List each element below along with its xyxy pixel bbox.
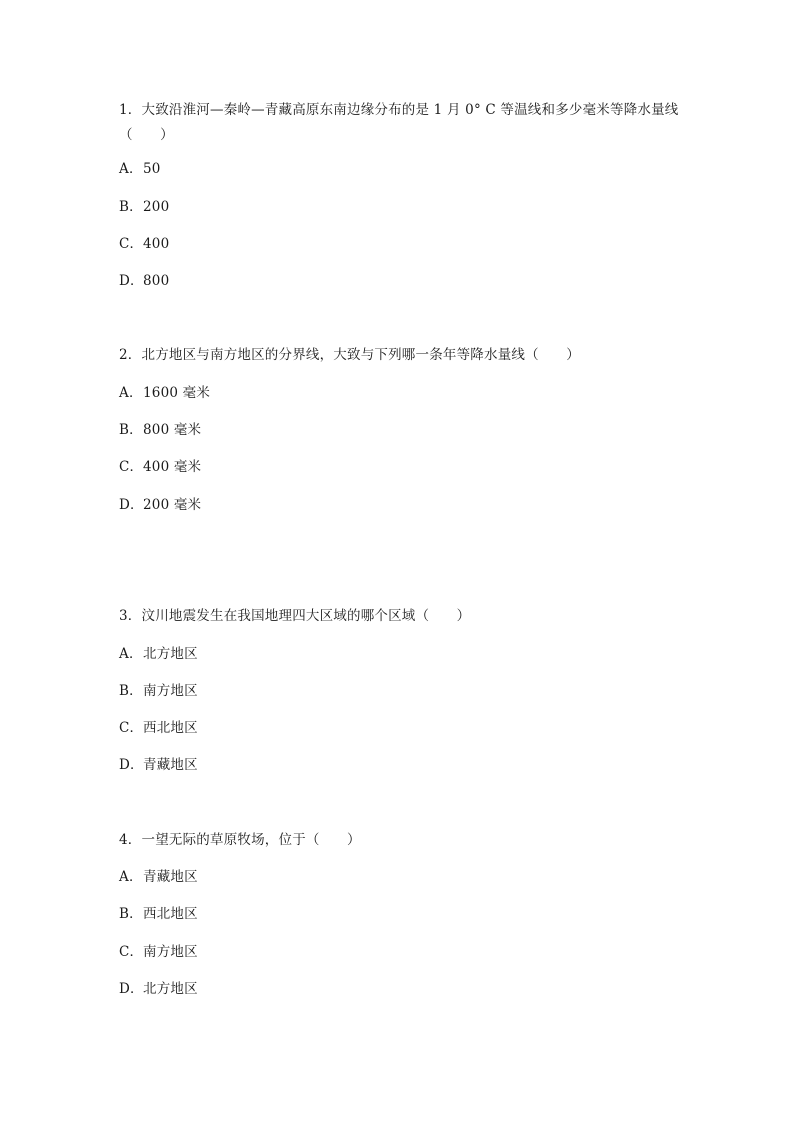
- option-text: 400 毫米: [143, 459, 202, 475]
- question-1-stem: 1．大致沿淮河—秦岭—青藏高原东南边缘分布的是 1 月 0° C 等温线和多少毫米等降水量线（ ）: [119, 102, 679, 143]
- option-text: 南方地区: [143, 944, 198, 960]
- option-text: 北方地区: [143, 646, 198, 662]
- option-letter: C．: [119, 720, 144, 736]
- question-3-option-d[interactable]: [119, 756, 198, 774]
- option-letter: D．: [119, 981, 144, 997]
- option-text: 青藏地区: [143, 869, 198, 885]
- question-4-option-a[interactable]: [119, 868, 198, 886]
- option-letter: B．: [119, 906, 143, 922]
- question-4-option-d[interactable]: [119, 980, 198, 998]
- option-text: 西北地区: [143, 906, 198, 922]
- question-2-option-d[interactable]: [119, 496, 201, 514]
- option-text: 200 毫米: [143, 497, 202, 513]
- question-1-option-d[interactable]: [119, 272, 169, 290]
- option-text: 西北地区: [143, 720, 198, 736]
- option-letter: D．: [119, 757, 144, 773]
- option-letter: D．: [119, 273, 144, 289]
- option-letter: C．: [119, 236, 144, 252]
- question-2-stem: 2．北方地区与南方地区的分界线，大致与下列哪一条年等降水量线（ ）: [119, 347, 580, 363]
- option-text: 青藏地区: [143, 757, 198, 773]
- option-text: 800 毫米: [143, 422, 202, 438]
- option-letter: A．: [119, 869, 143, 885]
- question-4-option-c[interactable]: [119, 943, 198, 961]
- option-text: 200: [143, 199, 170, 215]
- question-4-option-b[interactable]: [119, 905, 198, 923]
- option-letter: B．: [119, 422, 143, 438]
- question-1-option-b[interactable]: [119, 198, 169, 216]
- option-letter: B．: [119, 683, 143, 699]
- question-3-option-c[interactable]: [119, 719, 198, 737]
- question-2-option-b[interactable]: [119, 421, 201, 439]
- option-letter: D．: [119, 497, 144, 513]
- option-text: 1600 毫米: [143, 385, 211, 401]
- question-1-option-a[interactable]: [119, 160, 161, 178]
- question-1-option-c[interactable]: [119, 235, 169, 253]
- question-3-option-b[interactable]: [119, 682, 198, 700]
- question-4-stem: 4．一望无际的草原牧场，位于（ ）: [119, 832, 361, 848]
- question-3-option-a[interactable]: [119, 645, 198, 663]
- option-text: 50: [143, 161, 161, 177]
- option-letter: B．: [119, 199, 143, 215]
- option-letter: C．: [119, 944, 144, 960]
- question-2-option-a[interactable]: [119, 384, 210, 402]
- question-2-option-c[interactable]: [119, 458, 201, 476]
- option-text: 800: [143, 273, 170, 289]
- option-text: 南方地区: [143, 683, 198, 699]
- option-letter: A．: [119, 161, 143, 177]
- question-3-stem: 3．汶川地震发生在我国地理四大区域的哪个区域（ ）: [119, 608, 471, 624]
- option-letter: A．: [119, 646, 143, 662]
- option-text: 400: [143, 236, 170, 252]
- option-letter: A．: [119, 385, 143, 401]
- option-letter: C．: [119, 459, 144, 475]
- option-text: 北方地区: [143, 981, 198, 997]
